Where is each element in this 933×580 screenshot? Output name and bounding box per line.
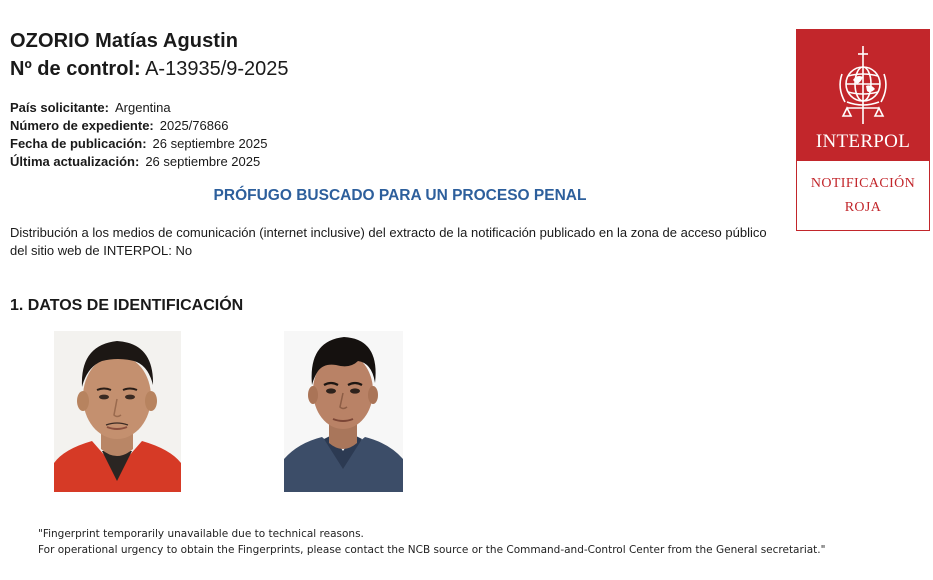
meta-label: País solicitante:	[10, 100, 109, 115]
suspect-photo-2	[284, 331, 403, 492]
suspect-photo-1	[54, 331, 181, 492]
distribution-statement: Distribución a los medios de comunicación (internet inclusive) del extracto de la notificación publicado en la zona de acceso público del sitio web de INTERPOL: No	[10, 225, 767, 258]
meta-value: Argentina	[114, 100, 171, 115]
footnote-line: "Fingerprint temporarily unavailable due to technical reasons.	[38, 528, 364, 540]
meta-row-last-update	[10, 153, 267, 171]
meta-label: Número de expediente:	[10, 118, 154, 133]
meta-row-country	[10, 99, 267, 117]
meta-label: Última actualización:	[10, 154, 140, 169]
person-name: OZORIO Matías Agustin	[10, 30, 239, 52]
interpol-red-notice-badge	[796, 29, 930, 231]
meta-value: 2025/76866	[159, 118, 229, 133]
meta-value: 26 septiembre 2025	[152, 136, 268, 151]
control-value: A-13935/9-2025	[145, 58, 289, 80]
portrait-image	[284, 331, 403, 492]
meta-row-publication-date	[10, 135, 267, 153]
badge-org: INTERPOL	[815, 131, 911, 152]
control-number	[10, 58, 289, 81]
footnote-line: For operational urgency to obtain the Fingerprints, please contact the NCB source or the Command-and-Control Center from the General secretariat."	[38, 544, 826, 556]
badge-line-2: ROJA	[844, 200, 882, 215]
control-label: Nº de control:	[10, 58, 141, 80]
badge-line-1: NOTIFICACIÓN	[810, 176, 916, 191]
portrait-image	[54, 331, 181, 492]
badge-notice-type	[797, 172, 929, 220]
badge-header	[797, 30, 929, 161]
fingerprint-footnote	[38, 526, 825, 558]
meta-row-file-number	[10, 117, 267, 135]
interpol-emblem-icon	[833, 44, 893, 128]
notice-metadata	[10, 99, 267, 171]
meta-value: 26 septiembre 2025	[145, 154, 261, 169]
section-title: 1. DATOS DE IDENTIFICACIÓN	[10, 297, 244, 314]
meta-label: Fecha de publicación:	[10, 136, 147, 151]
notice-title: PRÓFUGO BUSCADO PARA UN PROCESO PENAL	[213, 187, 587, 204]
